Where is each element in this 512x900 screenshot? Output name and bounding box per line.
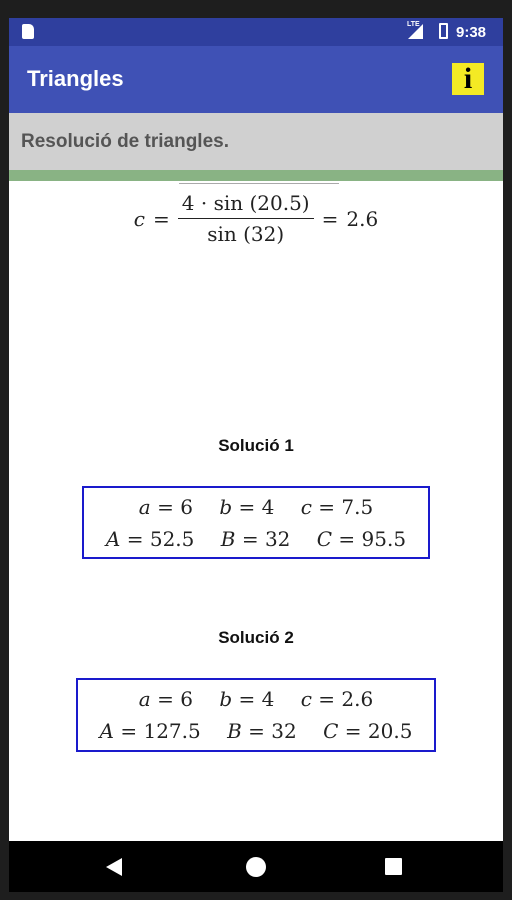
signal-icon [408,24,423,39]
solution-1-c: 7.5 [341,495,374,519]
sim-card-icon [22,24,34,39]
home-icon[interactable] [246,857,266,877]
solution-1-B: 32 [264,527,291,551]
formula-result: 2.6 [346,206,379,231]
solution-1-title: Solució 1 [218,436,294,455]
formula-fraction [178,191,314,246]
info-button[interactable] [452,63,484,95]
solution-2-sides: a = 6 b = 4 c = 2.6 [138,687,374,711]
solution-2-C: 20.5 [367,719,413,743]
solution-2-box [76,678,436,752]
solution-2-b: 4 [261,687,275,711]
header-divider [9,170,503,181]
solution-1-C: 95.5 [361,527,407,551]
recents-icon[interactable] [385,858,402,875]
formula-lhs: c [133,206,145,231]
formula-equals: = [153,206,170,231]
back-icon[interactable] [106,858,122,876]
solution-1-box [82,486,430,559]
app-title: Triangles [27,66,124,91]
formula-numerator: 4 · sin (20.5) [178,191,314,219]
solution-2-B: 32 [271,719,297,743]
results-scroll-area[interactable] [9,181,503,841]
device-screen [9,18,503,892]
clipped-previous-formula [179,181,339,184]
status-bar [9,18,503,46]
battery-icon [439,23,448,39]
solution-2-A: 127.5 [143,719,201,743]
solution-2-title: Solució 2 [218,628,294,647]
solution-1-A: 52.5 [149,527,195,551]
solution-1-b: 4 [261,495,275,519]
solution-1-a: 6 [180,495,193,519]
navigation-bar [9,841,503,892]
formula-equals-2: = [321,206,339,231]
status-time: 9:38 [456,24,487,41]
section-header-text: Resolució de triangles. [21,131,229,152]
solution-2-angles: A = 127.5 B = 32 C = 20.5 [99,719,413,743]
info-icon: i [463,62,473,95]
solution-2-c: 2.6 [341,687,374,711]
solution-1-sides: a = 6 b = 4 c = 7.5 [138,495,374,519]
network-type-label: LTE [407,21,420,28]
formula-denominator: sin (32) [207,222,285,246]
section-header [9,113,503,170]
app-bar [9,46,503,113]
formula-c [9,191,503,246]
solution-2-a: 6 [180,687,193,711]
solution-1-angles: A = 52.5 B = 32 C = 95.5 [105,527,407,551]
